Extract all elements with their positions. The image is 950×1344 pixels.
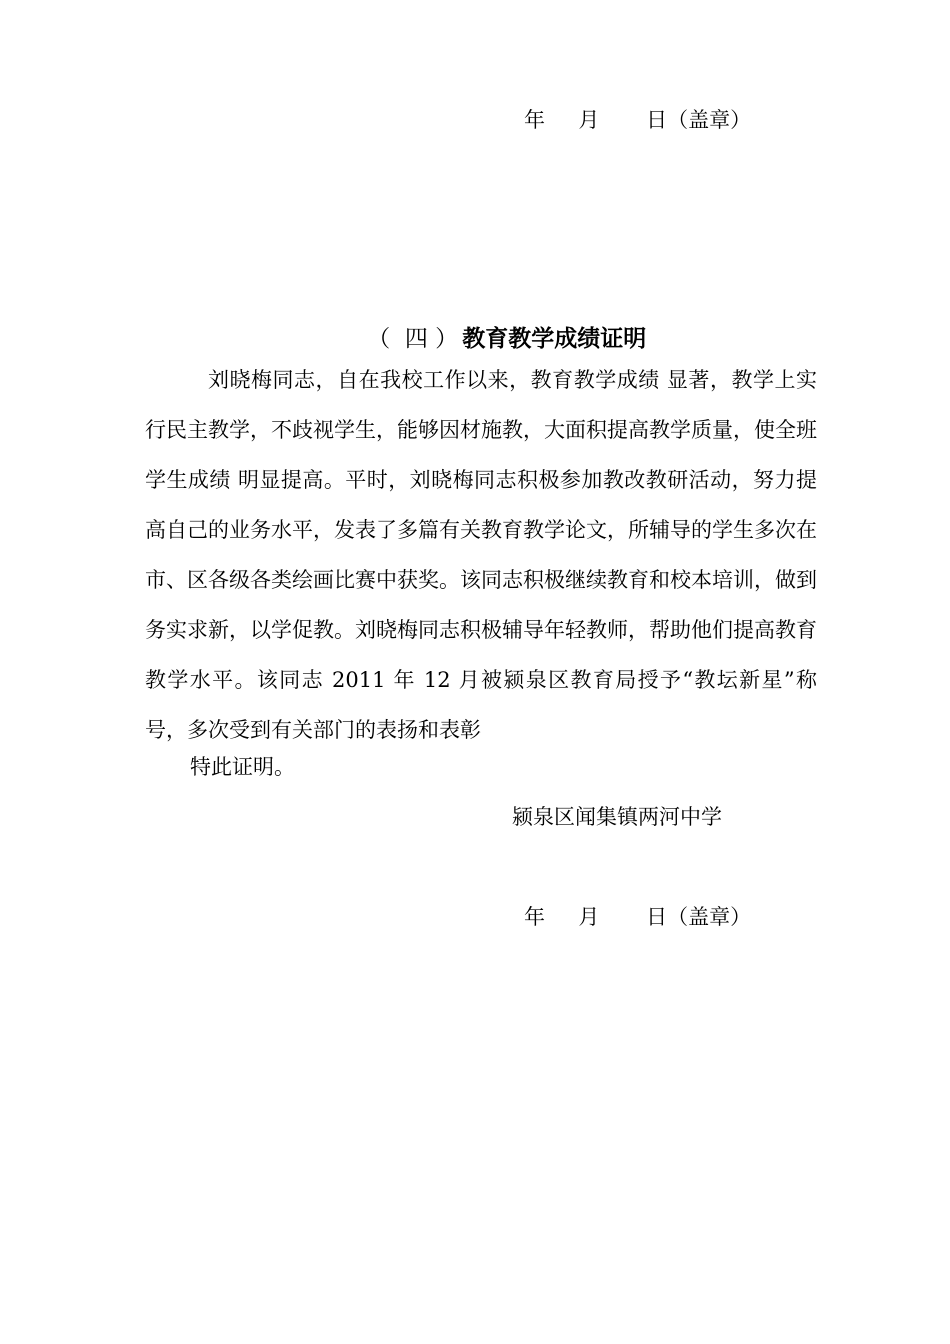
closing-statement: 特此证明。 <box>190 755 295 779</box>
section-title: 教育教学成绩证明 <box>462 326 647 352</box>
section-number: （ 四 ） <box>367 326 459 352</box>
certificate-body-paragraph: 刘晓梅同志，自在我校工作以来，教育教学成绩 显著，教学上实行民主教学，不歧视学生，能够因材施教，大面积提高教学质量，使全班学生成绩 明显提高。平时，刘晓梅同志积极参加教改教研活动，努力提高自己的业务水平，发表了多篇有关教育教学论文，所辅导的学生多次在市、区各级各类绘画比赛中获奖。该同志积极继续教育和校本培训，做到务实求新，以学促教。刘晓梅同志积极辅导年轻教师，帮助他们提高教育教学水平。该同志 2011 年 12 月被颍泉区教育局授予“教坛新星”称号，多次受到有关部门的表扬和表彰 <box>145 368 817 742</box>
date-stamp-line-bottom: 年 月 日（盖章） <box>524 905 752 929</box>
date-stamp-line-top: 年 月 日（盖章） <box>524 108 752 132</box>
issuing-school-name: 颍泉区闻集镇两河中学 <box>512 805 722 829</box>
